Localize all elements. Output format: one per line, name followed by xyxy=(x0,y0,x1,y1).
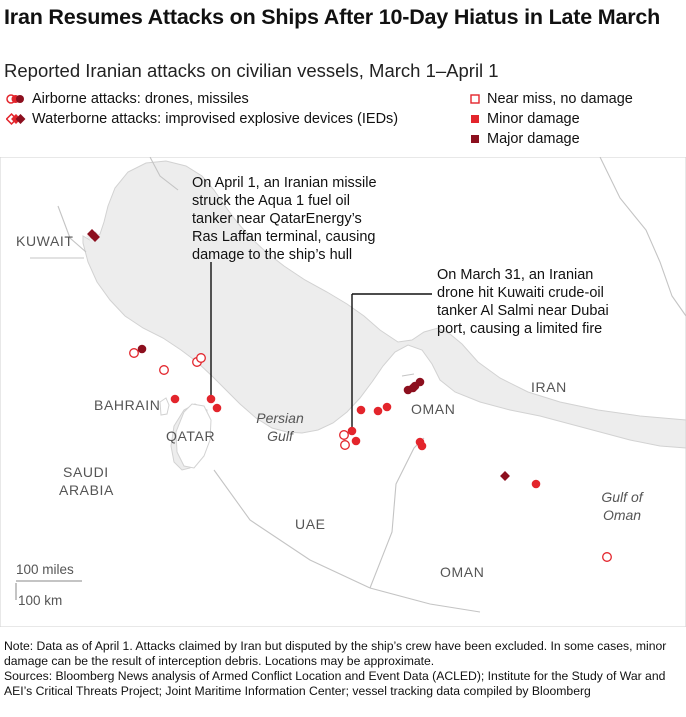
legend-near-miss xyxy=(469,90,633,108)
airborne-attack-marker xyxy=(374,407,383,416)
label-arabia: ARABIA xyxy=(59,482,114,498)
legend-minor-label: Minor damage xyxy=(487,111,580,127)
legend-major-label: Major damage xyxy=(487,131,580,147)
footnote xyxy=(4,639,684,699)
map xyxy=(0,157,686,627)
airborne-attack-marker xyxy=(341,441,350,450)
airborne-attack-marker xyxy=(213,404,222,413)
airborne-attack-marker xyxy=(207,395,216,404)
annotation-al-salmi-line: tanker Al Salmi near Dubai xyxy=(437,303,609,319)
annotation-aqua1-line: tanker near QatarEnergy’s xyxy=(192,211,362,227)
map-canvas xyxy=(0,157,686,627)
airborne-attack-marker xyxy=(383,403,392,412)
legend-airborne-label: Airborne attacks: drones, missiles xyxy=(32,91,249,107)
label-gulf: Gulf xyxy=(267,428,293,444)
waterborne-symbol-icon xyxy=(6,113,26,125)
label-oman-mainland: OMAN xyxy=(440,564,485,580)
legend-major xyxy=(469,130,580,148)
airborne-attack-marker xyxy=(348,427,357,436)
label-qatar: QATAR xyxy=(166,428,216,444)
annotation-al-salmi-line: drone hit Kuwaiti crude-oil xyxy=(437,285,604,301)
label-bahrain: BAHRAIN xyxy=(94,397,161,413)
label-uae: UAE xyxy=(295,516,326,532)
label-persian: Persian xyxy=(256,410,304,426)
annotation-aqua1-line: struck the Aqua 1 fuel oil xyxy=(192,193,350,209)
scale-km-label: 100 km xyxy=(18,593,63,608)
annotation-al-salmi-line: On March 31, an Iranian xyxy=(437,267,594,283)
note-text: Note: Data as of April 1. Attacks claimed by Iran but disputed by the ship’s crew have been excluded. In some cases, minor damage can be the result of interception debris. Locations may be approximate. xyxy=(4,639,667,668)
legend-waterborne-label: Waterborne attacks: improvised explosive devices (IEDs) xyxy=(32,111,399,127)
legend-airborne xyxy=(6,90,249,108)
airborne-attack-marker xyxy=(416,438,425,447)
annotation-al-salmi-line: port, causing a limited fire xyxy=(437,321,603,337)
label-iran: IRAN xyxy=(531,379,567,395)
headline: Iran Resumes Attacks on Ships After 10-Day Hiatus in Late March xyxy=(4,5,661,29)
airborne-attack-marker xyxy=(352,437,361,446)
airborne-attack-marker xyxy=(130,349,139,358)
label-kuwait: KUWAIT xyxy=(16,233,74,249)
annotation-aqua1-line: Ras Laffan terminal, causing xyxy=(192,229,376,245)
near-miss-swatch-icon xyxy=(469,93,481,105)
sources-text: Sources: Bloomberg News analysis of Armed Conflict Location and Event Data (ACLED); Institute for the Study of War and AEI’s Critical Threats Project; Joint Maritime Information Center; vessel tracking data compiled by Bloomberg xyxy=(4,669,666,698)
airborne-attack-marker xyxy=(416,378,425,387)
label-oman-musandam: OMAN xyxy=(411,401,456,417)
airborne-attack-marker xyxy=(357,406,366,415)
minor-damage-swatch-icon xyxy=(469,113,481,125)
airborne-attack-marker xyxy=(603,553,612,562)
legend-waterborne xyxy=(6,110,398,128)
airborne-attack-marker xyxy=(532,480,541,489)
label-oman-sea: Oman xyxy=(602,507,642,523)
annotation-aqua1-line: damage to the ship’s hull xyxy=(192,247,353,263)
airborne-attack-marker xyxy=(340,431,349,440)
scale-miles-label: 100 miles xyxy=(16,562,74,577)
annotation-aqua1-line: On April 1, an Iranian missile xyxy=(192,175,377,191)
legend-near-miss-label: Near miss, no damage xyxy=(487,91,633,107)
label-saudi: SAUDI xyxy=(63,464,109,480)
airborne-attack-marker xyxy=(138,345,147,354)
airborne-symbol-icon xyxy=(6,93,26,105)
major-damage-swatch-icon xyxy=(469,133,481,145)
airborne-attack-marker xyxy=(197,354,206,363)
subheadline: Reported Iranian attacks on civilian vessels, March 1–April 1 xyxy=(4,60,499,81)
airborne-attack-marker xyxy=(160,366,169,375)
legend-minor xyxy=(469,110,580,128)
airborne-attack-marker xyxy=(171,395,180,404)
label-gulf-of: Gulf of xyxy=(601,489,643,505)
